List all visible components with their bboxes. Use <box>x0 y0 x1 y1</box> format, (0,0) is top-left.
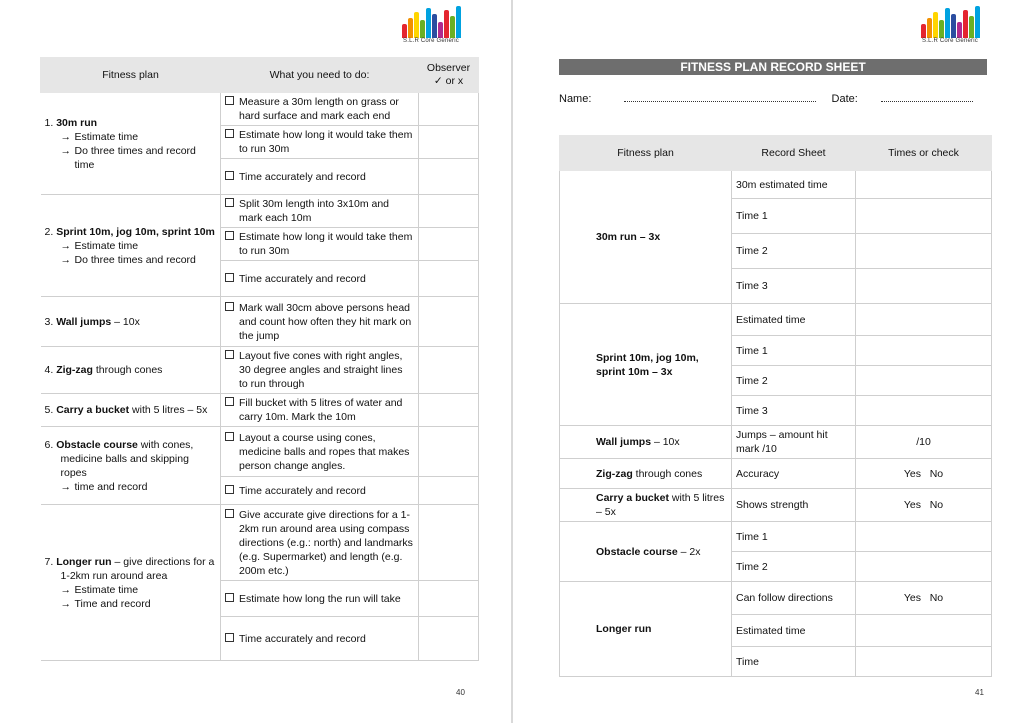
observer-cell[interactable] <box>419 427 479 477</box>
task-text: Estimate how long the run will take <box>239 592 401 605</box>
record-plan-bold: 30m run – 3x <box>596 231 661 243</box>
record-label-cell: Time 1 <box>732 522 856 552</box>
plan-substep <box>45 144 217 172</box>
plan-substep <box>45 130 217 144</box>
record-plan-bold: Longer run <box>596 623 652 635</box>
record-plan-cell <box>560 459 732 489</box>
header-fitness-plan: Fitness plan <box>560 136 732 171</box>
table-row <box>41 505 479 581</box>
hand-icon <box>408 18 413 38</box>
observer-cell[interactable] <box>419 228 479 261</box>
record-value-cell[interactable] <box>856 489 992 522</box>
record-value-text: /10 <box>916 436 931 448</box>
date-field[interactable] <box>881 92 973 102</box>
header-observer-line1: Observer <box>426 62 471 74</box>
plan-cell <box>41 427 221 505</box>
checkbox[interactable] <box>225 593 234 602</box>
page-number-left: 40 <box>456 688 465 697</box>
arrow-right-icon: → <box>60 583 71 596</box>
table-row <box>41 297 479 347</box>
substep-text: Time and record <box>74 597 151 610</box>
task-cell <box>221 228 419 261</box>
record-value-cell[interactable] <box>856 552 992 582</box>
hand-icon <box>957 22 962 38</box>
hand-icon <box>951 14 956 38</box>
plan-cell <box>41 297 221 347</box>
hand-icon <box>939 20 944 38</box>
record-value-cell[interactable] <box>856 647 992 677</box>
page-right <box>513 0 1024 723</box>
record-plan-rest: with 5 litres – 5x <box>596 492 725 518</box>
table-row <box>41 93 479 126</box>
record-value-cell[interactable] <box>856 522 992 552</box>
record-label-cell: Accuracy <box>732 459 856 489</box>
record-row <box>560 171 992 199</box>
task-cell <box>221 297 419 347</box>
hand-icon <box>975 6 980 38</box>
record-sheet-banner: FITNESS PLAN RECORD SHEET <box>559 59 987 75</box>
record-row <box>560 459 992 489</box>
record-label-cell: Time 1 <box>732 336 856 366</box>
observer-cell[interactable] <box>419 347 479 394</box>
task-text: Layout five cones with right angles, 30 degree angles and straight lines to run through <box>239 350 403 390</box>
record-value-cell[interactable] <box>856 336 992 366</box>
plan-title <box>45 225 217 239</box>
task-item <box>225 396 414 424</box>
plan-title <box>45 403 217 417</box>
record-plan-rest: – 2x <box>677 545 701 558</box>
checkbox[interactable] <box>225 302 234 311</box>
record-label-cell: Can follow directions <box>732 582 856 615</box>
checkbox[interactable] <box>225 350 234 359</box>
checkbox[interactable] <box>225 129 234 138</box>
arrow-right-icon: → <box>60 239 71 252</box>
checkbox[interactable] <box>225 509 234 518</box>
record-plan-bold: Obstacle course <box>596 545 678 558</box>
record-plan-bold: Carry a bucket <box>596 492 669 504</box>
hand-icon <box>456 6 461 38</box>
task-cell <box>221 394 419 427</box>
record-value-cell[interactable] <box>856 582 992 615</box>
plan-title-bold: Wall jumps <box>56 315 112 328</box>
record-row <box>560 426 992 459</box>
record-label-cell: Time 2 <box>732 552 856 582</box>
name-date-row <box>559 92 999 105</box>
record-header-row <box>560 136 992 171</box>
page-number-right: 41 <box>975 688 984 697</box>
task-text: Split 30m length into 3x10m and mark each 10m <box>239 198 390 224</box>
substep-text: Estimate time <box>74 239 139 252</box>
page-left <box>0 0 511 723</box>
record-value-cell[interactable] <box>856 366 992 396</box>
task-cell <box>221 93 419 126</box>
record-plan-rest: through cones <box>632 467 703 480</box>
task-text: Time accurately and record <box>239 484 366 497</box>
arrow-right-icon: → <box>60 130 71 143</box>
task-item <box>225 128 414 156</box>
record-label-cell: Time 3 <box>732 396 856 426</box>
substep-text: Estimate time <box>74 583 139 596</box>
plan-title-bold: Carry a bucket <box>56 404 130 416</box>
hand-icon <box>927 18 932 38</box>
hand-icon <box>438 22 443 38</box>
plan-cell <box>41 195 221 297</box>
plan-substep <box>45 253 217 267</box>
task-item <box>225 431 414 473</box>
plan-title-bold: Sprint 10m, jog 10m, sprint 10m <box>56 225 215 238</box>
task-text: Time accurately and record <box>239 272 366 285</box>
task-text: Layout a course using cones, medicine balls and ropes that makes person change angles. <box>239 431 410 472</box>
slr-logo <box>915 6 985 50</box>
header-observer <box>419 58 479 93</box>
observer-cell[interactable] <box>419 126 479 159</box>
task-cell <box>221 581 419 617</box>
plan-title <box>45 363 217 377</box>
task-cell <box>221 505 419 581</box>
observer-cell[interactable] <box>419 505 479 581</box>
fitness-plan-table <box>40 57 479 661</box>
observer-cell[interactable] <box>419 477 479 505</box>
record-plan-cell <box>560 171 732 304</box>
task-text: Mark wall 30cm above persons head and count how often they hit mark on the jump <box>239 301 412 342</box>
task-cell <box>221 126 419 159</box>
checkbox[interactable] <box>225 96 234 105</box>
task-item <box>225 484 414 498</box>
plan-substep <box>45 480 217 494</box>
hands-logo-icon <box>915 6 985 38</box>
task-item <box>225 272 414 286</box>
logo-caption: S.L.R Core Generic <box>403 38 459 44</box>
checkbox[interactable] <box>225 171 234 180</box>
checkbox[interactable] <box>225 485 234 494</box>
hand-icon <box>921 24 926 38</box>
record-value-cell[interactable] <box>856 304 992 336</box>
record-plan-cell <box>560 582 732 677</box>
hands-logo-icon <box>396 6 466 38</box>
plan-number: 2. <box>44 225 57 238</box>
plan-substep <box>45 597 217 611</box>
record-label-cell: Estimated time <box>732 304 856 336</box>
arrow-right-icon: → <box>60 144 71 157</box>
record-value-cell[interactable] <box>856 396 992 426</box>
hand-icon <box>414 12 419 38</box>
task-item <box>225 632 414 646</box>
name-label: Name: <box>559 93 592 105</box>
task-cell <box>221 477 419 505</box>
task-item <box>225 508 414 578</box>
logo-caption: S.L.R Core Generic <box>922 38 978 44</box>
task-cell <box>221 617 419 661</box>
hand-icon <box>420 20 425 38</box>
record-plan-cell <box>560 522 732 582</box>
plan-title <box>45 315 217 329</box>
task-text: Measure a 30m length on grass or hard surface and mark each end <box>239 96 399 122</box>
hand-icon <box>963 10 968 38</box>
table-row <box>41 394 479 427</box>
task-cell <box>221 159 419 195</box>
plan-substep <box>45 239 217 253</box>
hand-icon <box>969 16 974 38</box>
record-value-cell[interactable] <box>856 615 992 647</box>
task-text: Time accurately and record <box>239 170 366 183</box>
arrow-right-icon: → <box>60 480 71 493</box>
task-cell <box>221 261 419 297</box>
record-value-text: Yes No <box>903 592 944 604</box>
task-text: Estimate how long it would take them to run 30m <box>239 231 413 257</box>
task-text: Estimate how long it would take them to run 30m <box>239 129 413 155</box>
record-label-cell: Time 2 <box>732 366 856 396</box>
checkbox[interactable] <box>225 397 234 406</box>
task-cell <box>221 347 419 394</box>
substep-text: Do three times and record time <box>74 144 196 171</box>
record-row <box>560 304 992 336</box>
checkbox[interactable] <box>225 432 234 441</box>
date-label: Date: <box>831 93 858 105</box>
task-item <box>225 349 414 391</box>
plan-title-bold: 30m run <box>56 116 98 129</box>
task-text: Fill bucket with 5 litres of water and carry 10m. Mark the 10m <box>239 397 403 423</box>
record-label-cell: Shows strength <box>732 489 856 522</box>
plan-title-bold: Longer run <box>56 555 112 568</box>
plan-title-rest: with 5 litres – 5x <box>129 404 208 416</box>
substep-text: time and record <box>74 480 148 493</box>
record-label-cell: Estimated time <box>732 615 856 647</box>
hand-icon <box>933 12 938 38</box>
record-row <box>560 489 992 522</box>
record-label-cell: Jumps – amount hit mark /10 <box>732 426 856 459</box>
observer-cell[interactable] <box>419 261 479 297</box>
observer-cell[interactable] <box>419 195 479 228</box>
record-value-text: Yes No <box>903 499 944 511</box>
record-value-cell[interactable] <box>856 426 992 459</box>
hand-icon <box>432 14 437 38</box>
header-fitness-plan: Fitness plan <box>41 58 221 93</box>
record-label-cell: Time 1 <box>732 199 856 234</box>
checkbox[interactable] <box>225 633 234 642</box>
plan-title-rest: through cones <box>92 364 163 376</box>
record-plan-bold: Sprint 10m, jog 10m, sprint 10m – 3x <box>596 351 699 378</box>
record-value-cell[interactable] <box>856 199 992 234</box>
plan-title <box>45 116 217 130</box>
record-row <box>560 522 992 552</box>
checkbox[interactable] <box>225 198 234 207</box>
record-value-cell[interactable] <box>856 459 992 489</box>
task-item <box>225 197 414 225</box>
plan-number: 5. <box>44 404 57 416</box>
record-plan-cell <box>560 304 732 426</box>
plan-number: 6. <box>44 438 57 451</box>
record-sheet-table <box>559 135 992 677</box>
plan-number: 7. <box>44 555 57 568</box>
header-record-sheet: Record Sheet <box>732 136 856 171</box>
table-row <box>41 347 479 394</box>
hand-icon <box>426 8 431 38</box>
observer-cell[interactable] <box>419 581 479 617</box>
observer-cell[interactable] <box>419 617 479 661</box>
plan-title-rest: – 10x <box>111 315 140 328</box>
table-row <box>41 195 479 228</box>
plan-cell <box>41 347 221 394</box>
plan-number: 4. <box>44 364 57 376</box>
plan-cell <box>41 93 221 195</box>
record-label-cell: Time 2 <box>732 234 856 269</box>
slr-logo <box>396 6 466 50</box>
task-item <box>225 230 414 258</box>
plan-cell <box>41 505 221 661</box>
observer-cell[interactable] <box>419 394 479 427</box>
task-text: Give accurate give directions for a 1-2km run around area using compass directions (e.g.: north) and landmarks (e.g. Supermarket) and length (e.g. 200m etc.) <box>239 508 413 577</box>
hand-icon <box>444 10 449 38</box>
plan-substep <box>45 583 217 597</box>
hand-icon <box>402 24 407 38</box>
plan-title <box>45 555 217 583</box>
task-item <box>225 170 414 184</box>
arrow-right-icon: → <box>60 253 71 266</box>
record-label-cell: Time 3 <box>732 269 856 304</box>
record-value-cell[interactable] <box>856 171 992 199</box>
substep-text: Estimate time <box>74 130 139 143</box>
record-plan-bold: Wall jumps <box>596 436 652 448</box>
observer-cell[interactable] <box>419 93 479 126</box>
header-what-to-do: What you need to do: <box>221 58 419 93</box>
plan-title-bold: Zig-zag <box>56 364 93 376</box>
record-value-cell[interactable] <box>856 234 992 269</box>
task-text: Time accurately and record <box>239 632 366 645</box>
task-item <box>225 301 414 343</box>
task-cell <box>221 195 419 228</box>
plan-title <box>45 438 217 480</box>
task-item <box>225 592 414 606</box>
observer-cell[interactable] <box>419 159 479 195</box>
plan-number: 1. <box>44 116 57 129</box>
header-observer-line2: ✓ or x <box>433 75 464 87</box>
record-plan-cell <box>560 489 732 522</box>
record-label-cell: Time <box>732 647 856 677</box>
arrow-right-icon: → <box>60 597 71 610</box>
hand-icon <box>945 8 950 38</box>
checkbox[interactable] <box>225 231 234 240</box>
record-value-cell[interactable] <box>856 269 992 304</box>
plan-title-rest: – give directions for a 1-2km run around area <box>60 555 215 582</box>
task-cell <box>221 427 419 477</box>
record-label-cell: 30m estimated time <box>732 171 856 199</box>
substep-text: Do three times and record <box>74 253 196 266</box>
hand-icon <box>450 16 455 38</box>
record-row <box>560 582 992 615</box>
task-item <box>225 95 414 123</box>
record-value-text: Yes No <box>903 467 944 480</box>
plan-title-bold: Obstacle course <box>56 438 138 451</box>
name-field[interactable] <box>624 92 816 102</box>
record-plan-bold: Zig-zag <box>596 467 633 480</box>
checkbox[interactable] <box>225 273 234 282</box>
plan-cell <box>41 394 221 427</box>
plan-title-rest: with cones, medicine balls and skipping ropes <box>60 438 194 479</box>
header-times-or-check: Times or check <box>856 136 992 171</box>
record-plan-rest: – 10x <box>651 436 680 448</box>
table-row <box>41 427 479 477</box>
observer-cell[interactable] <box>419 297 479 347</box>
record-plan-cell <box>560 426 732 459</box>
plan-number: 3. <box>44 315 57 328</box>
table-header-row <box>41 58 479 93</box>
